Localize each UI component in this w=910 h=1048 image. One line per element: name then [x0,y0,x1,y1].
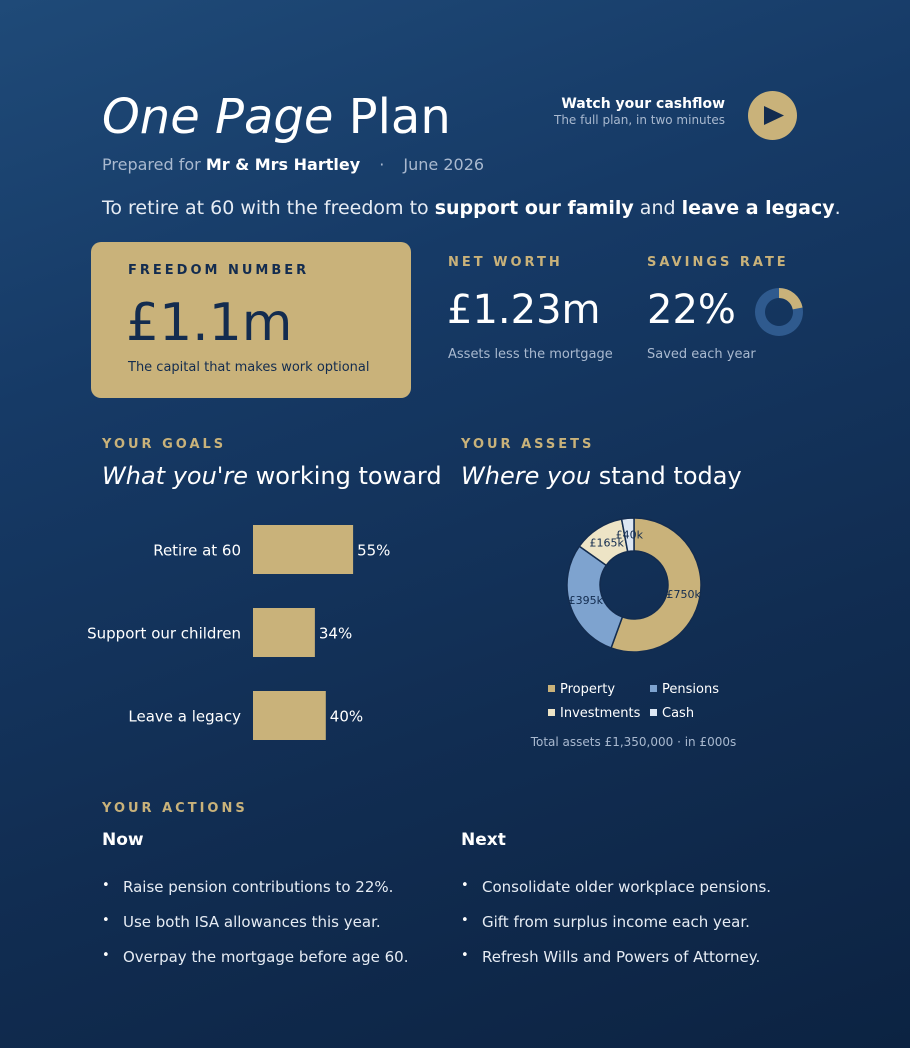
prepared-prefix: Prepared for [102,155,201,174]
goal-value-label: 55% [357,541,391,560]
page-title [102,88,451,146]
assets-label: YOUR ASSETS [461,437,595,452]
goals-label: YOUR GOALS [102,437,227,452]
legend-swatch [548,709,555,716]
legend-label: Pensions [662,682,719,697]
goal-category-label: Leave a legacy [128,707,241,726]
goal-value-label: 40% [329,707,364,726]
play-icon [748,91,797,140]
freedom-number-card [91,242,411,398]
net-worth-value: £1.23m [447,287,601,333]
mission-mid: and [639,197,676,219]
savings-rate-value: 22% [647,287,736,333]
goals-bar-chart [0,510,440,760]
goal-value-label: 34% [318,624,353,643]
goal-category-label: Support our children [87,624,241,643]
goal-category-label: Retire at 60 [153,541,241,560]
net-worth-sub: Assets less the mortgage [448,347,613,362]
assets-heading-italic: Where you [461,462,592,490]
assets-footnote: Total assets £1,350,000 · in £000s [530,735,737,749]
goals-heading-italic: What you're [102,462,249,490]
legend-swatch [650,709,657,716]
actions-now-list [102,877,442,982]
actions-next-list [461,877,806,982]
goals-heading [102,462,442,490]
goal-bar [253,608,315,657]
title-italic: One Page [102,89,334,145]
assets-donut-chart [500,505,800,755]
list-item: • Consolidate older workplace pensions. [461,877,806,912]
assets-heading-rest: stand today [598,462,742,490]
asset-slice-label: £395k [568,594,603,608]
goals-heading-rest: working toward [255,462,442,490]
goal-bar [253,525,353,574]
assets-heading [461,462,742,490]
savings-rate-donut [752,285,806,339]
separator-dot: · [379,155,385,174]
asset-slice-label: £750k [666,587,701,601]
mission-goal-legacy: leave a legacy [681,197,835,219]
list-item: • Gift from surplus income each year. [461,912,806,947]
savings-rate-sub: Saved each year [647,347,756,362]
mission-pre: To retire at 60 with the freedom to [102,197,429,219]
actions-next-heading: Next [461,830,506,850]
legend-swatch [650,685,657,692]
asset-slice-label: £165k [589,536,624,550]
play-button[interactable] [748,91,797,140]
asset-slice-label: £40k [615,528,643,542]
watch-title: Watch your cashflow [561,96,725,112]
freedom-value: £1.1m [126,293,293,353]
freedom-label: FREEDOM NUMBER [128,263,310,278]
legend-label: Cash [662,706,695,721]
legend-label: Property [560,682,616,697]
legend-label: Investments [560,706,641,721]
mission-statement [102,197,841,219]
mission-goal-family: support our family [434,197,634,219]
list-item: • Refresh Wills and Powers of Attorney. [461,947,806,982]
goal-bar [253,691,326,740]
list-item: • Raise pension contributions to 22%. [102,877,442,912]
watch-cashflow-link[interactable] [520,96,725,127]
plan-date: June 2026 [403,155,485,174]
mission-end: . [834,197,841,219]
title-rest: Plan [348,89,451,145]
actions-label: YOUR ACTIONS [102,801,248,816]
savings-rate-arc [779,288,803,309]
savings-rate-label: SAVINGS RATE [647,255,789,270]
net-worth-label: NET WORTH [448,255,563,270]
list-item: • Use both ISA allowances this year. [102,912,442,947]
freedom-sub: The capital that makes work optional [128,360,370,375]
legend-swatch [548,685,555,692]
prepared-for-line [102,155,484,174]
watch-subtitle: The full plan, in two minutes [554,113,725,127]
actions-now-heading: Now [102,830,144,850]
list-item: • Overpay the mortgage before age 60. [102,947,442,982]
client-name: Mr & Mrs Hartley [205,155,361,174]
